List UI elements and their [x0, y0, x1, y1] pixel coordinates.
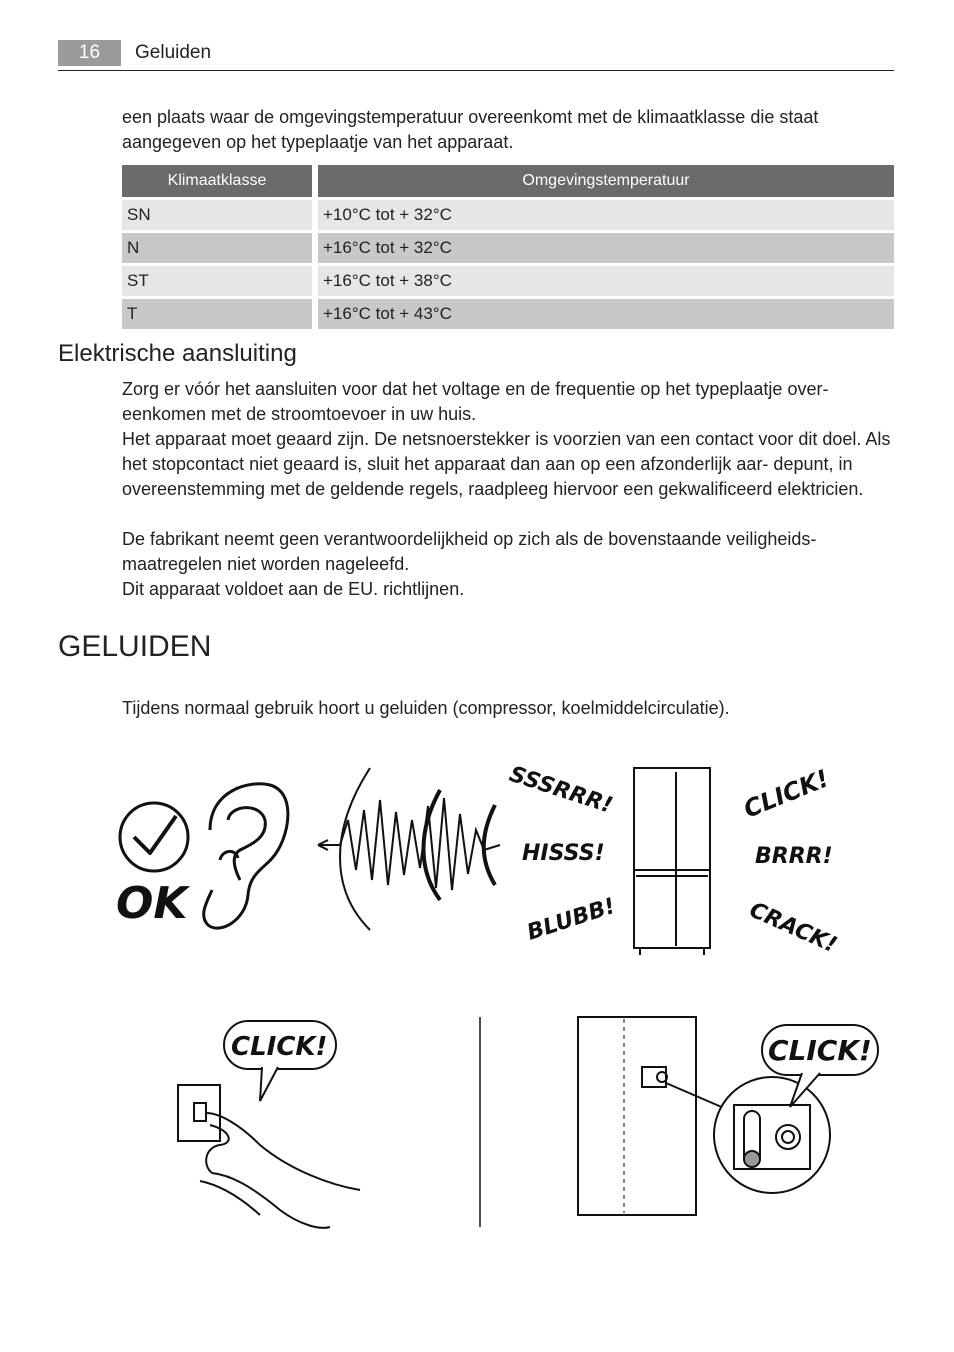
- sound-word: CRACK!: [745, 897, 841, 959]
- sound-wave-icon: [318, 768, 500, 930]
- thermostat-magnifier-icon: [666, 1077, 830, 1193]
- cell-klasse: SN: [122, 200, 312, 230]
- electrical-paragraph-2: Het apparaat moet geaard zijn. De netsnoerstekker is voorzien van een contact voor dit doel. Als het stopcontact niet geaard is, sluit het apparaat dan aan op een afzonderlijk aar- depunt, in overeenstemming met de geldende regels, raadpleeg hiervoor een gekwalificeerd elektricien.: [122, 429, 891, 499]
- intro-paragraph: een plaats waar de omgevingstemperatuur overeenkomt met de klimaatklasse die staat aangegeven op het typeplaatje van het apparaat.: [122, 107, 819, 152]
- sound-word: CLICK!: [739, 764, 833, 824]
- sounds-paragraph: Tijdens normaal gebruik hoort u geluiden (compressor, koelmiddelcirculatie).: [122, 698, 730, 718]
- cell-temperatuur: +16°C tot + 43°C: [318, 299, 894, 329]
- table-row: [122, 233, 894, 263]
- sound-word: BRRR!: [755, 844, 833, 869]
- normal-sounds-illustration: [100, 750, 860, 970]
- table-row: [122, 299, 894, 329]
- ok-label: OK: [116, 878, 188, 929]
- electrical-paragraph-1: Zorg er vóór het aansluiten voor dat het voltage en de frequentie op het typeplaatje over- eenkomen met de stroomtoevoer in uw huis.: [122, 379, 829, 424]
- table-row: [122, 266, 894, 296]
- sound-word: BLUBB!: [524, 893, 619, 946]
- table-row: [122, 200, 894, 230]
- speech-bubble: [224, 1021, 336, 1101]
- click-label: CLICK!: [231, 1032, 328, 1062]
- cell-klasse: N: [122, 233, 312, 263]
- header-divider: [58, 70, 894, 71]
- sound-word: HISSS!: [522, 841, 605, 866]
- section-title-sounds: GELUIDEN: [58, 630, 212, 663]
- cell-klasse: ST: [122, 266, 312, 296]
- fridge-freezer-icon: [634, 768, 710, 955]
- ear-icon: [204, 784, 288, 928]
- cell-temperatuur: +10°C tot + 32°C: [318, 200, 894, 230]
- checkmark-icon: [120, 803, 188, 871]
- section-title-electrical: Elektrische aansluiting: [58, 340, 297, 367]
- cell-temperatuur: +16°C tot + 38°C: [318, 266, 894, 296]
- table-header-row: [122, 165, 894, 197]
- running-title: Geluiden: [135, 42, 212, 63]
- click-label: CLICK!: [768, 1034, 872, 1067]
- cell-temperatuur: +16°C tot + 32°C: [318, 233, 894, 263]
- column-header-klasse: Klimaatklasse: [122, 165, 312, 197]
- sound-word: SSSRRR!: [506, 761, 616, 819]
- electrical-paragraph-3: De fabrikant neemt geen verantwoordelijkheid op zich als de bovenstaande veiligheids- maatregelen niet worden nageleefd.: [122, 529, 817, 574]
- column-header-temperatuur: Omgevingstemperatuur: [318, 165, 894, 197]
- electrical-paragraph-4: Dit apparaat voldoet aan de EU. richtlijnen.: [122, 579, 465, 599]
- fridge-icon: [578, 1017, 696, 1215]
- climate-class-table: [122, 162, 894, 332]
- page-number: 16: [58, 40, 121, 66]
- click-sounds-illustration: [150, 1005, 890, 1240]
- hand-icon: [200, 1113, 360, 1228]
- cell-klasse: T: [122, 299, 312, 329]
